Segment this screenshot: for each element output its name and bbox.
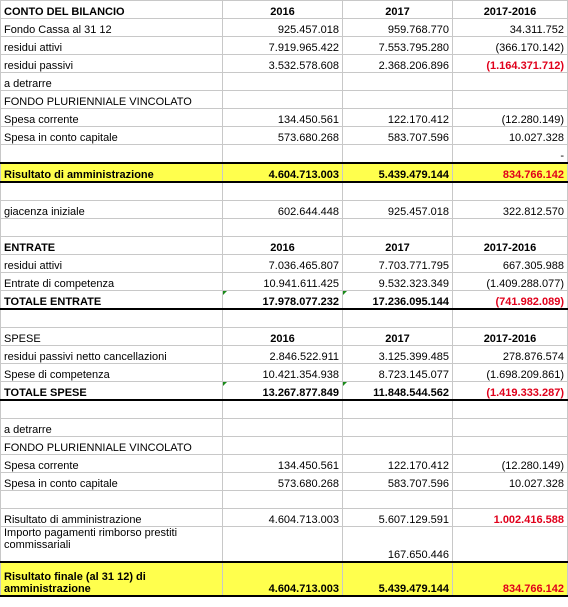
value-2016[interactable]: 134.450.561 bbox=[223, 109, 343, 127]
final-result-row bbox=[1, 562, 568, 596]
row-label[interactable]: residui attivi bbox=[1, 37, 223, 55]
row-label[interactable] bbox=[1, 145, 223, 164]
value-2017[interactable]: 925.457.018 bbox=[343, 201, 453, 219]
row-label[interactable]: Spese di competenza bbox=[1, 364, 223, 382]
row-label[interactable]: Importo pagamenti rimborso prestiti commissariali bbox=[1, 527, 223, 563]
bilancio-header-row bbox=[1, 1, 568, 19]
header-diff[interactable]: 2017-2016 bbox=[453, 328, 568, 346]
value-2016[interactable]: 10.421.354.938 bbox=[223, 364, 343, 382]
value-diff[interactable]: (12.280.149) bbox=[453, 109, 568, 127]
total-diff[interactable]: (741.982.089) bbox=[453, 291, 568, 310]
entrate-title[interactable]: ENTRATE bbox=[1, 237, 223, 255]
risultato-row bbox=[1, 509, 568, 527]
table-row bbox=[1, 455, 568, 473]
header-2017[interactable]: 2017 bbox=[343, 1, 453, 19]
final-2017[interactable]: 5.439.479.144 bbox=[343, 562, 453, 596]
value-2017[interactable] bbox=[343, 145, 453, 164]
value-2017[interactable]: 3.125.399.485 bbox=[343, 346, 453, 364]
value-2016[interactable]: 134.450.561 bbox=[223, 455, 343, 473]
value-diff[interactable] bbox=[453, 419, 568, 437]
row-label[interactable]: Spesa in conto capitale bbox=[1, 473, 223, 491]
table-row bbox=[1, 364, 568, 382]
value-diff[interactable] bbox=[453, 527, 568, 563]
value-diff[interactable]: (1.409.288.077) bbox=[453, 273, 568, 291]
row-label[interactable]: a detrarre bbox=[1, 419, 223, 437]
row-label[interactable]: FONDO PLURIENNIALE VINCOLATO bbox=[1, 91, 223, 109]
row-label[interactable]: Spesa corrente bbox=[1, 455, 223, 473]
table-row bbox=[1, 127, 568, 145]
value-2017[interactable] bbox=[343, 91, 453, 109]
total-2016[interactable]: 17.978.077.232 bbox=[223, 291, 343, 310]
empty-cell[interactable] bbox=[343, 400, 453, 419]
final-diff[interactable]: 834.766.142 bbox=[453, 562, 568, 596]
table-row bbox=[1, 73, 568, 91]
table-row bbox=[1, 145, 568, 164]
value-2016[interactable]: 573.680.268 bbox=[223, 473, 343, 491]
value-diff[interactable] bbox=[453, 91, 568, 109]
table-row bbox=[1, 109, 568, 127]
value-diff[interactable]: (12.280.149) bbox=[453, 455, 568, 473]
value-diff[interactable]: 10.027.328 bbox=[453, 473, 568, 491]
table-row bbox=[1, 55, 568, 73]
total-label[interactable]: TOTALE ENTRATE bbox=[1, 291, 223, 310]
row-label[interactable]: giacenza iniziale bbox=[1, 201, 223, 219]
value-2016[interactable]: 10.941.611.425 bbox=[223, 273, 343, 291]
value-2017[interactable]: 122.170.412 bbox=[343, 109, 453, 127]
value-2017[interactable]: 9.532.323.349 bbox=[343, 273, 453, 291]
empty-cell[interactable] bbox=[343, 309, 453, 328]
empty-cell[interactable] bbox=[1, 219, 223, 237]
value-2017[interactable]: 5.607.129.591 bbox=[343, 509, 453, 527]
spese-title[interactable]: SPESE bbox=[1, 328, 223, 346]
value-2017[interactable]: 959.768.770 bbox=[343, 19, 453, 37]
value-diff[interactable]: 278.876.574 bbox=[453, 346, 568, 364]
empty-cell[interactable] bbox=[453, 491, 568, 509]
value-diff[interactable]: 1.002.416.588 bbox=[453, 509, 568, 527]
empty-cell[interactable] bbox=[223, 219, 343, 237]
header-2016[interactable]: 2016 bbox=[223, 328, 343, 346]
giacenza-row bbox=[1, 201, 568, 219]
row-label[interactable]: residui passivi netto cancellazioni bbox=[1, 346, 223, 364]
table-row bbox=[1, 273, 568, 291]
value-diff[interactable]: 10.027.328 bbox=[453, 127, 568, 145]
empty-cell[interactable] bbox=[223, 182, 343, 201]
row-label[interactable]: Spesa corrente bbox=[1, 109, 223, 127]
total-2016[interactable]: 13.267.877.849 bbox=[223, 382, 343, 401]
result-2016[interactable]: 4.604.713.003 bbox=[223, 163, 343, 182]
header-2017[interactable]: 2017 bbox=[343, 237, 453, 255]
table-row bbox=[1, 419, 568, 437]
empty-cell[interactable] bbox=[453, 219, 568, 237]
empty-cell[interactable] bbox=[343, 182, 453, 201]
empty-cell[interactable] bbox=[453, 182, 568, 201]
header-2016[interactable]: 2016 bbox=[223, 237, 343, 255]
value-2016[interactable] bbox=[223, 419, 343, 437]
row-label[interactable]: a detrarre bbox=[1, 73, 223, 91]
empty-row bbox=[1, 400, 568, 419]
value-2016[interactable]: 602.644.448 bbox=[223, 201, 343, 219]
empty-cell[interactable] bbox=[343, 219, 453, 237]
value-diff[interactable]: (366.170.142) bbox=[453, 37, 568, 55]
empty-row bbox=[1, 491, 568, 509]
empty-cell[interactable] bbox=[223, 400, 343, 419]
header-2017[interactable]: 2017 bbox=[343, 328, 453, 346]
table-row bbox=[1, 346, 568, 364]
value-diff[interactable]: (1.698.209.861) bbox=[453, 364, 568, 382]
value-2016[interactable]: 925.457.018 bbox=[223, 19, 343, 37]
value-2016[interactable] bbox=[223, 73, 343, 91]
importo-row bbox=[1, 527, 568, 563]
value-2017[interactable]: 167.650.446 bbox=[343, 527, 453, 563]
empty-cell[interactable] bbox=[453, 309, 568, 328]
entrate-header-row bbox=[1, 237, 568, 255]
empty-row bbox=[1, 309, 568, 328]
value-2017[interactable]: 7.703.771.795 bbox=[343, 255, 453, 273]
value-2016[interactable]: 3.532.578.608 bbox=[223, 55, 343, 73]
empty-row bbox=[1, 182, 568, 201]
value-diff[interactable]: 322.812.570 bbox=[453, 201, 568, 219]
empty-cell[interactable] bbox=[223, 491, 343, 509]
value-2016[interactable] bbox=[223, 91, 343, 109]
value-2016[interactable] bbox=[223, 437, 343, 455]
total-diff[interactable]: (1.419.333.287) bbox=[453, 382, 568, 401]
total-2017[interactable]: 17.236.095.144 bbox=[343, 291, 453, 310]
table-row bbox=[1, 255, 568, 273]
value-2016[interactable]: 7.036.465.807 bbox=[223, 255, 343, 273]
empty-cell[interactable] bbox=[343, 491, 453, 509]
value-diff[interactable] bbox=[453, 73, 568, 91]
value-diff[interactable]: (1.164.371.712) bbox=[453, 55, 568, 73]
header-2016[interactable]: 2016 bbox=[223, 1, 343, 19]
result-row bbox=[1, 163, 568, 182]
empty-row bbox=[1, 219, 568, 237]
table-row bbox=[1, 91, 568, 109]
empty-cell[interactable] bbox=[453, 400, 568, 419]
table-row bbox=[1, 437, 568, 455]
empty-cell[interactable] bbox=[1, 491, 223, 509]
result-diff[interactable]: 834.766.142 bbox=[453, 163, 568, 182]
total-entrate-row bbox=[1, 291, 568, 310]
row-label[interactable]: Risultato di amministrazione bbox=[1, 509, 223, 527]
value-2017[interactable] bbox=[343, 73, 453, 91]
final-2016[interactable]: 4.604.713.003 bbox=[223, 562, 343, 596]
header-diff[interactable]: 2017-2016 bbox=[453, 237, 568, 255]
row-label[interactable]: residui passivi bbox=[1, 55, 223, 73]
row-label[interactable]: Entrate di competenza bbox=[1, 273, 223, 291]
spese-header-row bbox=[1, 328, 568, 346]
table-row bbox=[1, 19, 568, 37]
value-2017[interactable] bbox=[343, 419, 453, 437]
value-2016[interactable]: 7.919.965.422 bbox=[223, 37, 343, 55]
value-2017[interactable]: 8.723.145.077 bbox=[343, 364, 453, 382]
value-2016[interactable] bbox=[223, 527, 343, 563]
value-2017[interactable]: 583.707.596 bbox=[343, 127, 453, 145]
row-label[interactable]: FONDO PLURIENNIALE VINCOLATO bbox=[1, 437, 223, 455]
value-diff[interactable]: - bbox=[453, 145, 568, 164]
value-2017[interactable]: 7.553.795.280 bbox=[343, 37, 453, 55]
empty-cell[interactable] bbox=[1, 182, 223, 201]
total-2017[interactable]: 11.848.544.562 bbox=[343, 382, 453, 401]
table-row bbox=[1, 473, 568, 491]
table-row bbox=[1, 37, 568, 55]
empty-cell[interactable] bbox=[223, 309, 343, 328]
empty-cell[interactable] bbox=[1, 400, 223, 419]
result-label[interactable]: Risultato di amministrazione bbox=[1, 163, 223, 182]
value-2016[interactable]: 4.604.713.003 bbox=[223, 509, 343, 527]
empty-cell[interactable] bbox=[1, 309, 223, 328]
value-2017[interactable]: 2.368.206.896 bbox=[343, 55, 453, 73]
value-diff[interactable]: 667.305.988 bbox=[453, 255, 568, 273]
row-label[interactable]: residui attivi bbox=[1, 255, 223, 273]
result-2017[interactable]: 5.439.479.144 bbox=[343, 163, 453, 182]
value-2016[interactable]: 2.846.522.911 bbox=[223, 346, 343, 364]
total-label[interactable]: TOTALE SPESE bbox=[1, 382, 223, 401]
value-2017[interactable] bbox=[343, 437, 453, 455]
total-spese-row bbox=[1, 382, 568, 401]
value-2017[interactable]: 122.170.412 bbox=[343, 455, 453, 473]
header-diff[interactable]: 2017-2016 bbox=[453, 1, 568, 19]
row-label[interactable]: Spesa in conto capitale bbox=[1, 127, 223, 145]
final-label[interactable]: Risultato finale (al 31 12) di amministrazione bbox=[1, 562, 223, 596]
bilancio-title[interactable]: CONTO DEL BILANCIO bbox=[1, 1, 223, 19]
value-diff[interactable]: 34.311.752 bbox=[453, 19, 568, 37]
value-2017[interactable]: 583.707.596 bbox=[343, 473, 453, 491]
value-2016[interactable] bbox=[223, 145, 343, 164]
row-label[interactable]: Fondo Cassa al 31 12 bbox=[1, 19, 223, 37]
value-diff[interactable] bbox=[453, 437, 568, 455]
value-2016[interactable]: 573.680.268 bbox=[223, 127, 343, 145]
